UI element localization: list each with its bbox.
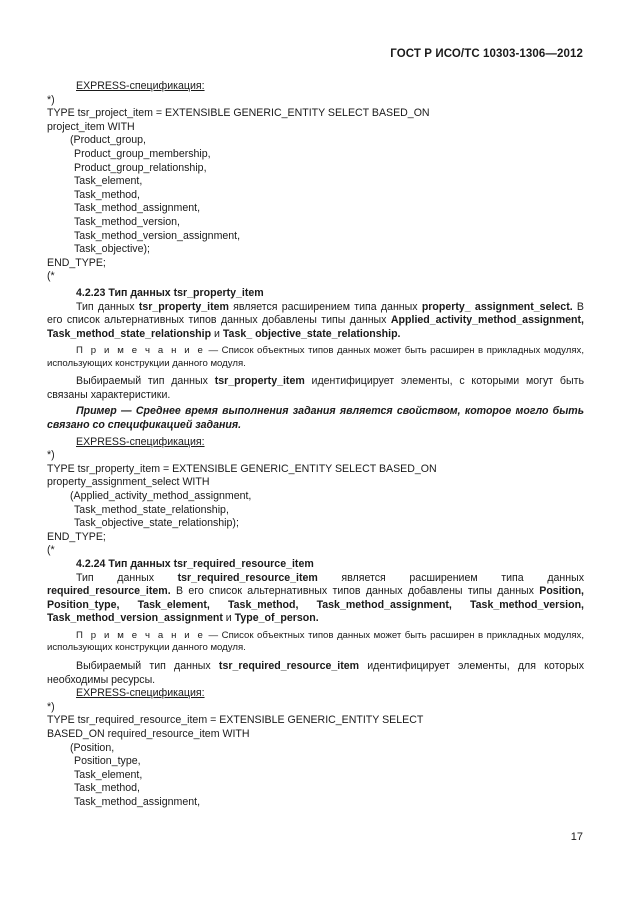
note-text: — Список объектных типов данных может быть расширен в прикладных модулях, использующих конструкции данного модуля.	[47, 629, 584, 654]
note	[47, 345, 584, 370]
select-item: Task_method_assignment,	[74, 202, 201, 215]
select-item: (Applied_activity_method_assignment,	[70, 490, 252, 503]
select-item: Product_group_membership,	[74, 147, 211, 160]
note-label: П р и м е ч а н и е	[76, 345, 206, 357]
select-item: Task_method_version,	[74, 215, 180, 228]
select-item: Task_method_state_relationship,	[74, 503, 229, 516]
select-item: Position_type,	[74, 755, 141, 768]
section-paragraph	[47, 301, 584, 342]
note-label: П р и м е ч а н и е	[76, 629, 206, 641]
select-item: Task_element,	[74, 768, 143, 781]
type-name: Type_of_person.	[234, 612, 319, 625]
paragraph-text: является расширением типа данных	[317, 571, 584, 584]
express-comment-close: (*	[47, 270, 55, 283]
select-item: Task_objective);	[74, 243, 150, 256]
select-item: Task_method_assignment,	[74, 795, 201, 808]
type-declaration-line: project_item WITH	[47, 120, 135, 133]
section-heading: 4.2.24 Тип данных tsr_required_resource_item	[76, 558, 314, 570]
page-header: ГОСТ Р ИСО/ТС 10303-1306—2012	[390, 48, 583, 60]
section-paragraph	[47, 572, 584, 626]
type-name: tsr_required_resource_item	[218, 659, 360, 672]
select-item: (Position,	[70, 741, 115, 754]
type-declaration-line: TYPE tsr_property_item = EXTENSIBLE GENERIC_ENTITY SELECT BASED_ON	[47, 462, 437, 475]
type-name: Applied_activity_method_assignment, Task_method_state_relationship	[47, 314, 584, 340]
paragraph-text: Выбираемый тип данных	[76, 375, 215, 388]
express-comment-open: *)	[47, 93, 55, 106]
paragraph-text: и	[222, 612, 235, 625]
page-number: 17	[570, 831, 583, 843]
example: Пример — Среднее время выполнения задания является свойством, которое могло быть связано со спецификацией задания.	[47, 405, 584, 432]
express-spec-label: EXPRESS-спецификация:	[76, 435, 205, 448]
note	[47, 630, 584, 655]
paragraph-text: идентифицирует элементы, для которых необходимы ресурсы.	[47, 659, 585, 686]
page-content	[47, 80, 584, 810]
paragraph-text: и	[211, 327, 223, 340]
paragraph-text: Выбираемый тип данных	[76, 659, 219, 672]
select-item: Task_element,	[74, 175, 143, 188]
select-item: Task_method,	[74, 782, 140, 795]
paragraph-text: В его список альтернативных типов данных добавлены типы данных	[170, 585, 540, 598]
paragraph-text: Тип данных	[76, 571, 178, 584]
note-text: — Список объектных типов данных может быть расширен в прикладных модулях, использующих конструкции данного модуля.	[47, 345, 584, 369]
type-declaration-line: property_assignment_select WITH	[47, 476, 210, 489]
type-name: Position, Position_type, Task_element, Task_method, Task_method_assignment, Task_method_version, Task_method_version_assignment	[47, 585, 584, 625]
select-item: Task_method,	[74, 188, 140, 201]
type-name: tsr_property_item	[138, 300, 229, 313]
paragraph-text: является расширением типа данных	[228, 300, 422, 313]
express-comment-close: (*	[47, 544, 55, 557]
type-declaration-line: TYPE tsr_project_item = EXTENSIBLE GENERIC_ENTITY SELECT BASED_ON	[47, 107, 430, 120]
end-type: END_TYPE;	[47, 530, 106, 543]
section-paragraph	[47, 375, 584, 402]
select-item: Task_method_version_assignment,	[74, 229, 241, 242]
type-name: Task_ objective_state_relationship.	[222, 327, 401, 340]
type-declaration-line: TYPE tsr_required_resource_item = EXTENSIBLE GENERIC_ENTITY SELECT	[47, 714, 424, 727]
select-item: Product_group_relationship,	[74, 161, 207, 174]
section-paragraph	[47, 660, 584, 687]
express-spec-label: EXPRESS-спецификация:	[76, 687, 205, 700]
select-item: (Product_group,	[70, 134, 146, 147]
paragraph-text: Тип данных	[76, 300, 139, 313]
end-type: END_TYPE;	[47, 256, 106, 269]
paragraph-text: идентифицирует элементы, с которыми могут быть связаны характеристики.	[47, 375, 584, 401]
type-name: property_ assignment_select.	[421, 300, 573, 313]
paragraph-text: В его список альтернативных типов данных добавлены типы данных	[47, 300, 584, 327]
section-heading: 4.2.23 Тип данных tsr_property_item	[76, 286, 264, 299]
express-comment-open: *)	[47, 449, 55, 462]
type-declaration-line: BASED_ON required_resource_item WITH	[47, 727, 250, 740]
select-item: Task_objective_state_relationship);	[74, 517, 239, 530]
type-name: tsr_required_resource_item	[177, 571, 318, 584]
type-name: tsr_property_item	[214, 375, 305, 388]
type-name: required_resource_item.	[47, 585, 171, 598]
express-spec-label: EXPRESS-спецификация:	[76, 80, 205, 92]
express-comment-open: *)	[47, 700, 55, 713]
